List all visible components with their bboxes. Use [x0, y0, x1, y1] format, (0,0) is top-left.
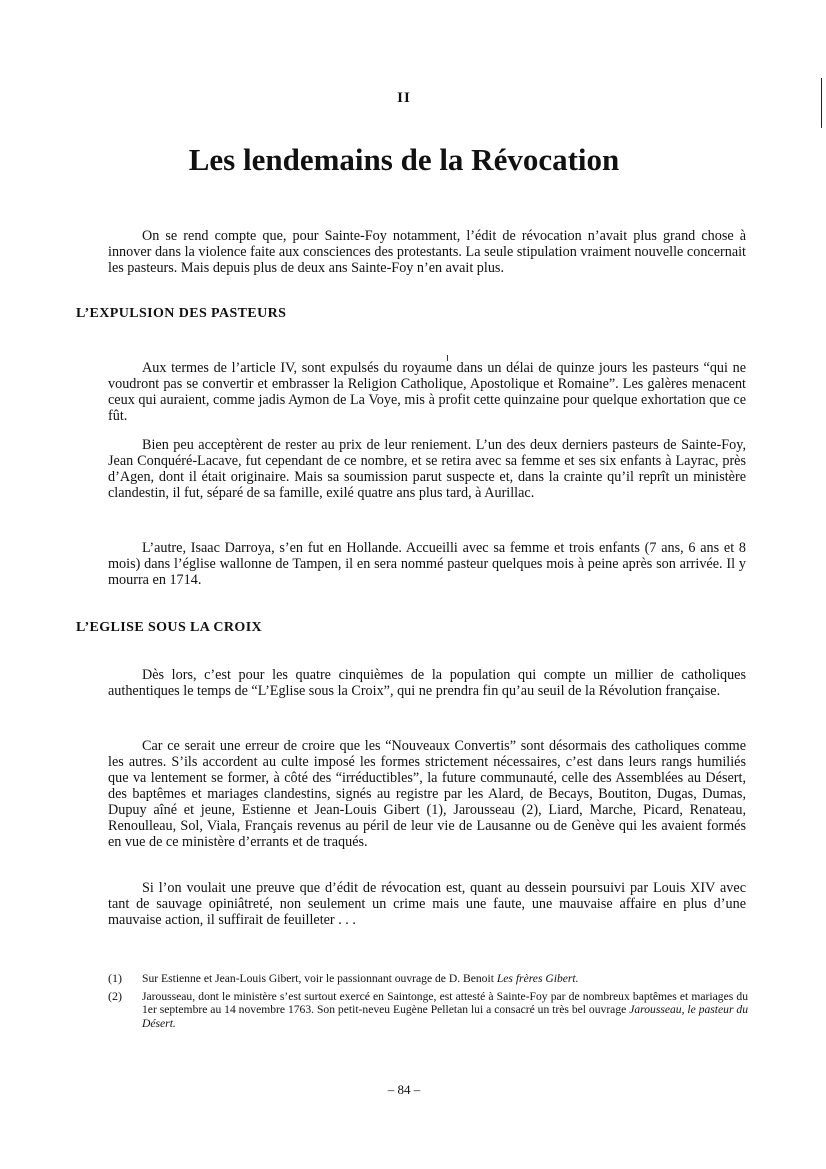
chapter-number: II	[397, 90, 411, 106]
section-heading-eglise: L’EGLISE SOUS LA CROIX	[76, 620, 263, 635]
intro-paragraph: On se rend compte que, pour Sainte-Foy notamment, l’édit de révocation n’avait plus grand chose à innover dans la violence faite aux consciences des protestants. La seule stipulation vraiment nouvelle concernait les pasteurs. Mais depuis plus de deux ans Sainte-Foy n’en avait plus.	[108, 228, 746, 276]
paragraph: Car ce serait une erreur de croire que les “Nouveaux Convertis” sont désormais des catholiques comme les autres. S’ils accordent au culte imposé les formes strictement nécessaires, c’est dans leurs rangs humiliés que va lentement se former, à côté des “irréductibles”, la future communauté, celle des Assemblées au Désert, des baptêmes et mariages clandestins, signés au registre par les Alard, de Becays, Boutiton, Dugas, Dumas, Dupuy aîné et jeune, Estienne et Jean-Louis Gibert (1), Jarousseau (2), Liard, Marche, Picard, Renateau, Renoulleau, Sol, Viala, Français revenus au péril de leur vie de Lausanne ou de Genève qui les avaient formés en vue de ce ministère d’errants et de traqués.	[108, 738, 746, 850]
footnote-mark: (1)	[108, 971, 122, 985]
page-title: Les lendemains de la Révocation	[188, 142, 620, 177]
footnote-mark: (2)	[108, 988, 122, 1003]
section-heading-expulsion: L’EXPULSION DES PASTEURS	[76, 306, 287, 321]
paragraph: L’autre, Isaac Darroya, s’en fut en Hollande. Accueilli avec sa femme et trois enfants (7 ans, 6 ans et 8 mois) dans l’église wallonne de Tampen, il en sera nommé pasteur quelques mois à peine après son arrivée. Il y mourra en 1714.	[108, 540, 746, 588]
paragraph: Si l’on voulait une preuve que d’édit de révocation est, quant au dessein poursuivi par Louis XIV avec tant de sauvage opiniâtreté, non seulement un crime mais une faute, une mauvaise affaire en plus d’une mauvaise action, il suffirait de feuilleter . . .	[108, 880, 746, 928]
footnote-book-title: Jarousseau, le pasteur du Désert.	[142, 1003, 748, 1030]
page-edge-mark	[819, 78, 822, 128]
footnote-text: Sur Estienne et Jean-Louis Gibert, voir le passionnant ouvrage de D. Benoit	[142, 972, 497, 985]
footnote-text: Jarousseau, dont le ministère s’est surtout exercé en Saintonge, est attesté à Sainte-Foy par de nombreux baptêmes et mariages du 1er septembre au 14 novembre 1763. Son petit-neveu Eugène Pelletan lui a consacré un très bel ouvrage	[142, 989, 748, 1016]
page-number: – 84 –	[387, 1082, 421, 1097]
footnote	[108, 972, 748, 986]
paragraph: Bien peu acceptèrent de rester au prix de leur reniement. L’un des deux derniers pasteurs de Sainte-Foy, Jean Conquéré-Lacave, fut cependant de ce nombre, et se retira avec sa femme et ses six enfants à Layrac, près d’Agen, dont il était originaire. Mais sa soumission parut suspecte et, dans la crainte qu’il reprît un ministère clandestin, il fut, séparé de sa famille, exilé quatre ans plus tard, à Aurillac.	[108, 437, 746, 501]
footnotes	[108, 972, 748, 1034]
paragraph: Aux termes de l’article IV, sont expulsés du royaume dans un délai de quinze jours les pasteurs “qui ne voudront pas se convertir et embrasser la Religion Catholique, Apostolique et Romaine”. Les galères menacent ceux qui auraient, comme jadis Aymon de La Voye, mis à profit cette quinzaine pour quelque exhortation que ce fût.	[108, 360, 746, 424]
footnote	[108, 990, 748, 1031]
footnote-book-title: Les frères Gibert.	[496, 972, 579, 985]
paragraph: Dès lors, c’est pour les quatre cinquièmes de la population qui compte un millier de catholiques authentiques le temps de “L’Eglise sous la Croix”, qui ne prendra fin qu’au seuil de la Révolution française.	[108, 667, 746, 699]
